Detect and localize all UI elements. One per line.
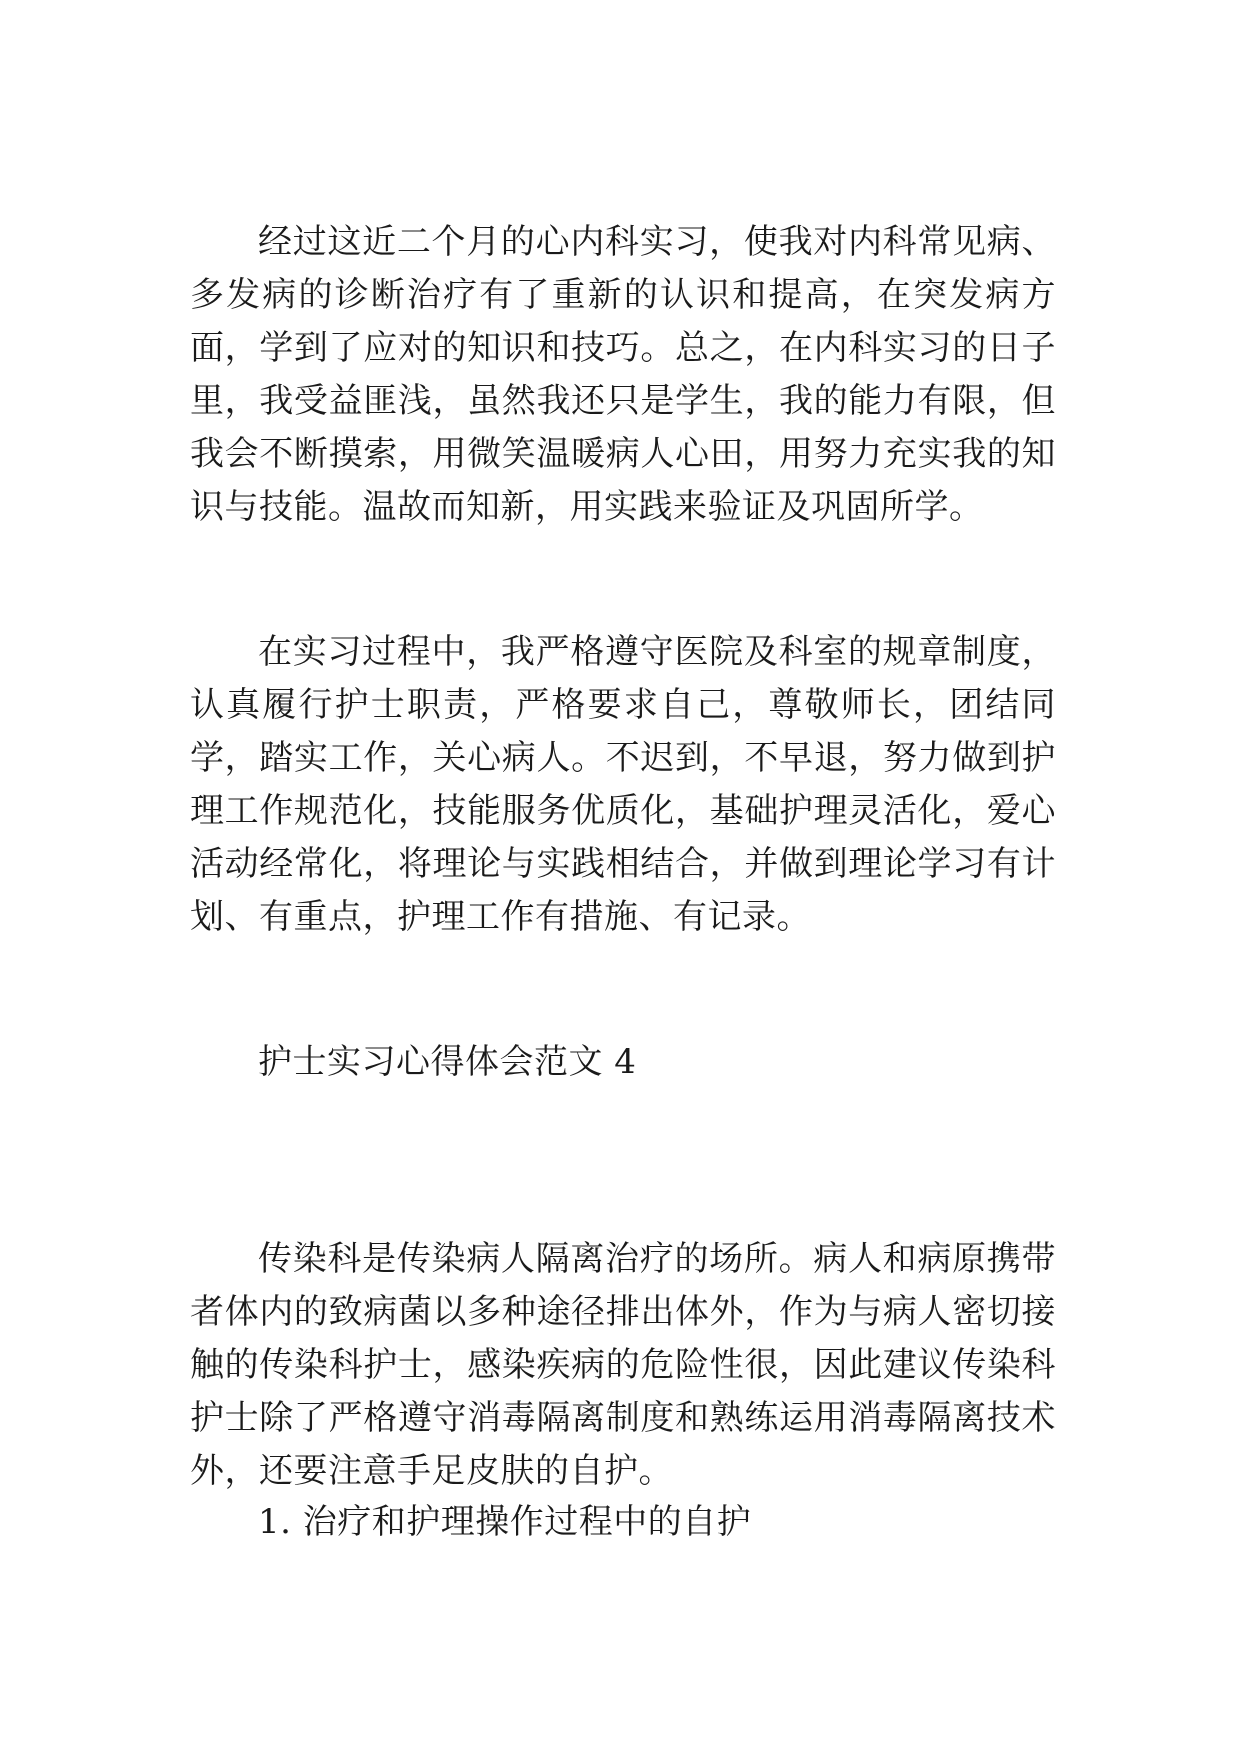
paragraph-infectious-dept: 传染科是传染病人隔离治疗的场所。病人和病原携带者体内的致病菌以多种途径排出体外，作为与病人密切接触的传染科护士，感染疾病的危险性很，因此建议传染科护士除了严格遵守消毒隔离制度和熟练运用消毒隔离技术外，还要注意手足皮肤的自护。 (190, 1239, 1056, 1491)
paragraph-internship-conduct: 在实习过程中，我严格遵守医院及科室的规章制度，认真履行护士职责，严格要求自己，尊敬师长，团结同学，踏实工作，关心病人。不迟到，不早退，努力做到护理工作规范化，技能服务优质化，基础护理灵活化，爱心活动经常化，将理论与实践相结合，并做到理论学习有计划、有重点，护理工作有措施、有记录。 (190, 632, 1056, 937)
section-heading: 护士实习心得体会范文 4 (258, 1042, 637, 1082)
paragraph-internal-medicine-summary: 经过这近二个月的心内科实习，使我对内科常见病、多发病的诊断治疗有了重新的认识和提高，在突发病方面，学到了应对的知识和技巧。总之，在内科实习的日子里，我受益匪浅，虽然我还只是学生，我的能力有限，但我会不断摸索，用微笑温暖病人心田，用努力充实我的知识与技能。温故而知新，用实践来验证及巩固所学。 (190, 222, 1056, 527)
subheading-self-protection: 1. 治疗和护理操作过程中的自护 (258, 1502, 752, 1542)
